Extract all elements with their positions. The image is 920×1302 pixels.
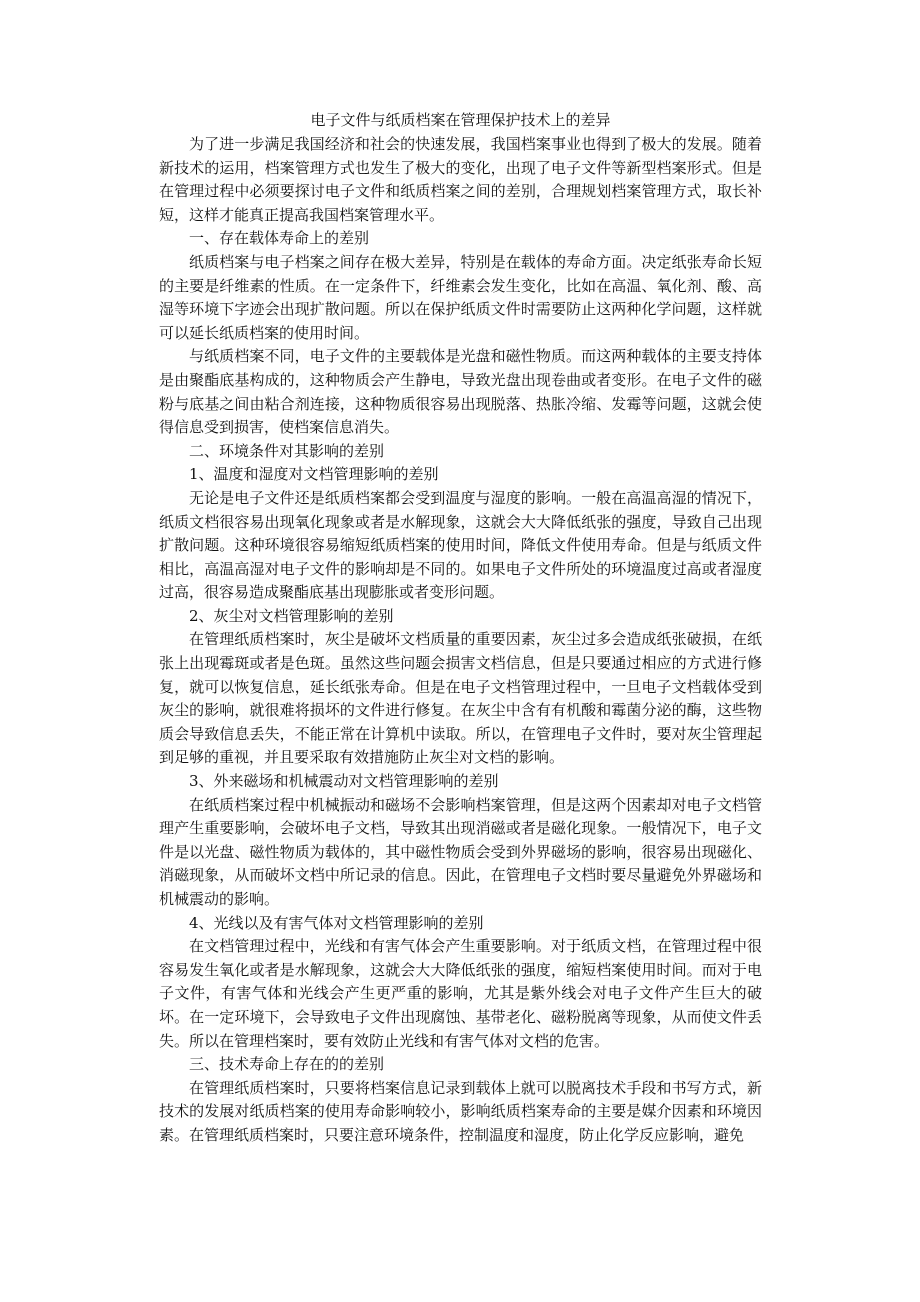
document-title: 电子文件与纸质档案在管理保护技术上的差异 — [310, 111, 611, 129]
section-heading: 三、技术寿命上存在的的差别 — [189, 1055, 385, 1074]
paragraph: 在文档管理过程中，光线和有害气体会产生重要影响。对于纸质文档，在管理过程中很容易发生氧化或者是水解现象，这就会大大降低纸张的强度，缩短档案使用时间。而对于电子文件，有害气体和光线会产生更严重的影响，尤其是紫外线会对电子文件产生巨大的破坏。在一定环境下，会导致电子文件出现腐蚀、基带老化、磁粉脱离等现象，从而使文件丢失。所以在管理档案时，要有效防止光线和有害气体对文档的危害。 — [159, 937, 762, 1050]
section-heading: 二、环境条件对其影响的差别 — [189, 441, 385, 460]
subsection-heading: 2、灰尘对文档管理影响的差别 — [189, 606, 394, 625]
subsection-heading: 1、温度和湿度对文档管理影响的差别 — [189, 465, 439, 484]
paragraph: 与纸质档案不同，电子文件的主要载体是光盘和磁性物质。而这两种载体的主要支持体是由聚酯底基构成的，这种物质会产生静电，导致光盘出现卷曲或者变形。在电子文件的磁粉与底基之间由粘合剂连接，这种物质很容易出现脱落、热胀冷缩、发霉等问题，这就会使得信息受到损害，使档案信息消失。 — [159, 347, 762, 437]
paragraph: 无论是电子文件还是纸质档案都会受到温度与湿度的影响。一般在高温高湿的情况下，纸质文档很容易出现氧化现象或者是水解现象，这就会大大降低纸张的强度，导致自己出现扩散问题。这种环境很容易缩短纸质档案的使用时间，降低文件使用寿命。但是与纸质文件相比，高温高湿对电子文件的影响却是不同的。如果电子文件所处的环境温度过高或者湿度过高，很容易造成聚酯底基出现膨胀或者变形问题。 — [159, 488, 762, 602]
paragraph: 为了进一步满足我国经济和社会的快速发展，我国档案事业也得到了极大的发展。随着新技术的运用，档案管理方式也发生了极大的变化，出现了电子文件等新型档案形式。但是在管理过程中必须要探讨电子文件和纸质档案之间的差别，合理规划档案管理方式，取长补短，这样才能真正提高我国档案管理水平。 — [159, 135, 762, 224]
subsection-heading: 3、外来磁场和机械震动对文档管理影响的差别 — [189, 772, 499, 791]
paragraph: 在管理纸质档案时，灰尘是破坏文档质量的重要因素，灰尘过多会造成纸张破损，在纸张上出现霉斑或者是色斑。虽然这些问题会损害文档信息，但是只要通过相应的方式进行修复，就可以恢复信息，延长纸张寿命。但是在电子文档管理过程中，一旦电子文档载体受到灰尘的影响，就很难将损坏的文件进行修复。在灰尘中含有有机酸和霉菌分泌的酶，这些物质会导致信息丢失，不能正常在计算机中读取。所以，在管理电子文件时，要对灰尘管理起到足够的重视，并且要采取有效措施防止灰尘对文档的影响。 — [159, 630, 762, 767]
section-heading: 一、存在载体寿命上的差别 — [189, 229, 370, 248]
paragraph: 纸质档案与电子档案之间存在极大差异，特别是在载体的寿命方面。决定纸张寿命长短的主要是纤维素的性质。在一定条件下，纤维素会发生变化，比如在高温、氧化剂、酸、高湿等环境下字迹会出现扩散问题。所以在保护纸质文件时需要防止这两种化学问题，这样就可以延长纸质档案的使用时间。 — [159, 252, 762, 342]
document-body — [159, 109, 762, 1148]
paragraph: 在管理纸质档案时，只要将档案信息记录到载体上就可以脱离技术手段和书写方式，新技术的发展对纸质档案的使用寿命影响较小，影响纸质档案寿命的主要是媒介因素和环境因素。在管理纸质档案时，只要注意环境条件，控制温度和湿度，防止化学反应影响，避免 — [159, 1078, 762, 1144]
subsection-heading: 4、光线以及有害气体对文档管理影响的差别 — [189, 913, 484, 932]
paragraph: 在纸质档案过程中机械振动和磁场不会影响档案管理，但是这两个因素却对电子文档管理产生重要影响，会破坏电子文档，导致其出现消磁或者是磁化现象。一般情况下，电子文件是以光盘、磁性物质为载体的，其中磁性物质会受到外界磁场的影响，很容易出现磁化、消磁现象，从而破坏文档中所记录的信息。因此，在管理电子文档时要尽量避免外界磁场和机械震动的影响。 — [159, 795, 762, 908]
